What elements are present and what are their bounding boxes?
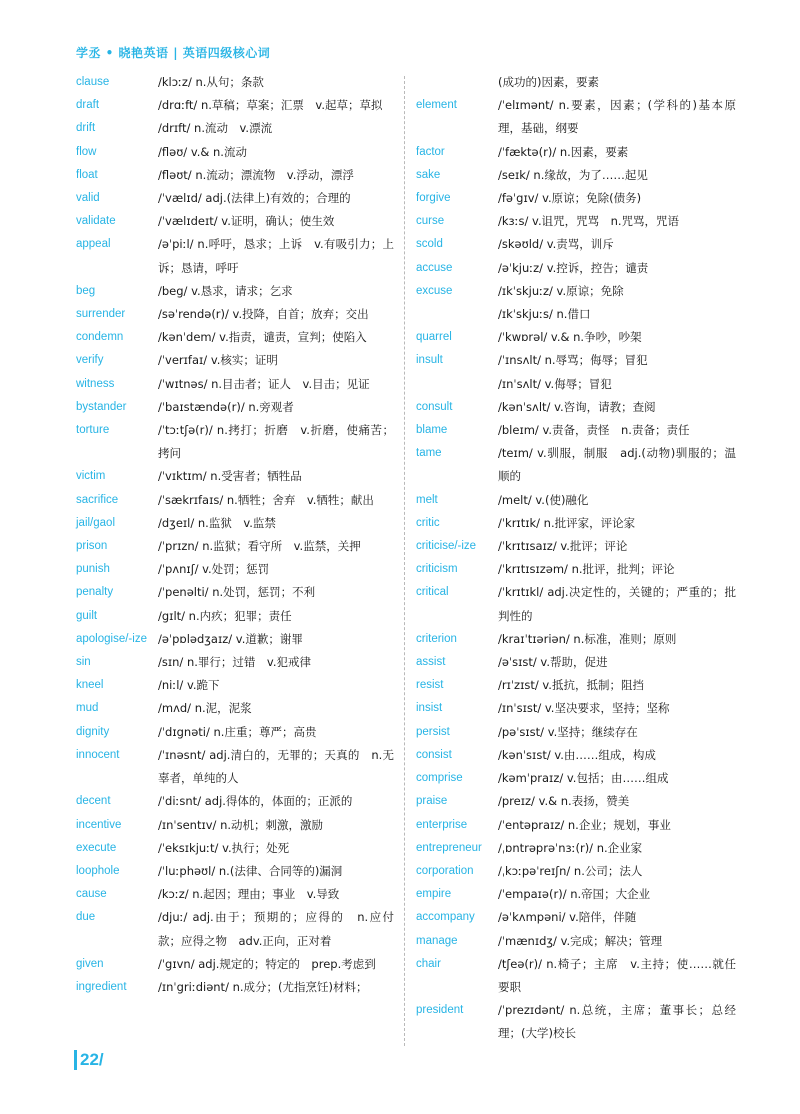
vocab-word: execute [76,841,117,854]
vocab-entry [76,210,394,233]
vocab-entry [416,581,736,627]
vocab-entry [416,442,736,488]
vocab-word: insist [416,702,443,715]
vocab-word: prison [76,540,108,553]
vocab-definition: /əˈkjuːz/ v.控诉，控告；谴责 [498,260,649,275]
vocab-word: president [416,1004,464,1017]
vocab-entry [416,674,736,697]
vocab-entry [76,71,394,94]
vocab-entry [416,953,736,999]
vocab-word: sake [416,168,441,181]
vocab-entry [416,512,736,535]
vocab-word: empire [416,888,452,901]
vocab-entry [416,71,736,94]
vocab-definition: /teɪm/ v.驯服，制服 adj.(动物)驯服的；温顺的 [498,446,736,484]
vocab-entry [76,117,394,140]
vocab-word: victim [76,470,106,483]
vocab-entry [416,257,736,280]
vocab-entry [76,326,394,349]
vocab-word: comprise [416,772,463,785]
vocab-word: factor [416,145,445,158]
left-column [76,71,394,999]
vocab-definition: /bleɪm/ v.责备，责怪 n.责备；责任 [498,423,690,438]
vocab-definition: /ˈkrɪtɪk/ n.批评家，评论家 [498,515,636,530]
vocab-entry [76,883,394,906]
vocab-entry [76,697,394,720]
vocab-definition: (成功的)因素，要素 [498,75,599,89]
vocab-definition: /ɪkˈskjuːz/ v.原谅；免除 [498,283,624,298]
vocab-entry [76,419,394,465]
vocab-entry [416,303,736,326]
vocab-word: given [76,957,104,970]
column-divider [404,76,405,1046]
vocab-word: punish [76,563,110,576]
vocab-word: scold [416,238,443,251]
vocab-definition: /ˈprɪzn/ n.监狱；看守所 v.监禁，关押 [158,539,361,554]
vocab-entry [76,373,394,396]
vocab-entry [416,651,736,674]
vocab-entry [76,605,394,628]
vocab-definition: /mʌd/ n.泥，泥浆 [158,701,252,716]
vocab-entry [416,930,736,953]
vocab-word: forgive [416,192,451,205]
vocab-definition: /ˈtɔːtʃə(r)/ n.拷打；折磨 v.折磨，使痛苦；拷问 [158,423,394,461]
vocab-definition: /sɪn/ n.罪行；过错 v.犯戒律 [158,655,311,670]
vocab-entry [416,558,736,581]
vocab-entry [416,906,736,929]
vocab-entry [416,628,736,651]
vocab-word: draft [76,99,100,112]
vocab-definition: /kəmˈpraɪz/ v.包括；由……组成 [498,771,669,786]
vocab-entry [76,860,394,883]
vocab-definition: /ˈwɪtnəs/ n.目击者；证人 v.目击；见证 [158,376,370,391]
vocab-entry [76,535,394,558]
vocab-definition: /kənˈdem/ v.指责，谴责，宣判；使陷入 [158,330,367,345]
vocab-definition: /ˈvælɪdeɪt/ v.证明，确认；使生效 [158,214,335,229]
vocab-entry [76,164,394,187]
vocab-entry [76,489,394,512]
vocab-entry [416,326,736,349]
vocab-word: apologise/-ize [76,632,147,645]
vocab-definition: /ˈkrɪtɪsɪzəm/ n.批评，批判；评论 [498,562,675,577]
vocab-definition: /fəˈgɪv/ v.原谅；免除(债务) [498,191,642,206]
vocab-definition: /niːl/ v.跪下 [158,678,220,693]
vocab-definition: /ˈdɪgnəti/ n.庄重；尊严；高贵 [158,724,317,739]
vocab-word: entrepreneur [416,841,482,854]
vocab-entry [416,419,736,442]
vocab-definition: /ɪnˈgriːdiənt/ n.成分；(尤指烹饪)材料； [158,979,368,994]
vocab-entry [416,999,736,1045]
vocab-definition: /əˈkʌmpəni/ v.陪伴，伴随 [498,910,637,925]
vocab-word: decent [76,795,111,808]
vocab-entry [416,233,736,256]
vocab-entry [76,744,394,790]
vocab-entry [416,373,736,396]
vocab-word: tame [416,447,442,460]
vocab-word: assist [416,656,446,669]
vocab-definition: /səˈrendə(r)/ v.投降，自首；放弃；交出 [158,307,369,322]
vocab-definition: /ɪnˈsentɪv/ n.动机；刺激，激励 [158,817,324,832]
page-header: 学丞 • 晓艳英语 | 英语四级核心词 [76,46,271,60]
vocab-word: criterion [416,632,457,645]
vocab-definition: /ˈverɪfaɪ/ v.核实；证明 [158,353,278,368]
vocab-word: jail/gaol [76,516,115,529]
vocab-definition: /pəˈsɪst/ v.坚持；继续存在 [498,724,638,739]
vocab-definition: /melt/ v.(使)融化 [498,492,589,507]
vocab-definition: /djuː/ adj.由于；预期的；应得的 n.应付款；应得之物 adv.正向，正对着 [158,910,394,948]
vocab-entry [416,860,736,883]
vocab-definition: /ˈvælɪd/ adj.(法律上)有效的；合理的 [158,191,351,206]
vocab-entry [76,233,394,279]
vocab-entry [416,837,736,860]
vocab-definition: /əˈpiːl/ n.呼吁，恳求；上诉 v.有吸引力；上诉；恳请，呼吁 [158,237,394,275]
vocab-definition: /ɪkˈskjuːs/ n.借口 [498,307,591,322]
vocab-word: critic [416,516,440,529]
vocab-entry [76,674,394,697]
vocab-definition: /drɑːft/ n.草稿；草案；汇票 v.起草；草拟 [158,98,383,113]
vocab-entry [76,303,394,326]
vocab-word: due [76,911,96,924]
vocab-word: blame [416,424,448,437]
vocab-definition: /ˈgɪvn/ adj.规定的；特定的 prep.考虑到 [158,956,376,971]
vocab-entry [76,581,394,604]
vocab-definition: /ˈentəpraɪz/ n.企业；规划，事业 [498,817,671,832]
vocab-word: incentive [76,818,122,831]
vocab-definition: /ˈkwɒrəl/ v.& n.争吵，吵架 [498,330,642,345]
vocab-word: praise [416,795,448,808]
vocab-definition: /kənˈsɪst/ v.由……组成，构成 [498,747,656,762]
vocab-definition: /ˈkrɪtɪsaɪz/ v.批评；评论 [498,539,628,554]
vocab-entry [416,396,736,419]
vocab-definition: /rɪˈzɪst/ v.抵抗，抵制；阻挡 [498,678,644,693]
vocab-entry [76,976,394,999]
vocab-definition: /ˈkrɪtɪkl/ adj.决定性的，关键的；严重的；批判性的 [498,585,736,623]
vocab-definition: /beg/ v.恳求，请求；乞求 [158,283,293,298]
vocab-definition: /ˈdiːsnt/ adj.得体的，体面的；正派的 [158,794,353,809]
vocab-word: quarrel [416,331,452,344]
page-number: 22/ [74,1050,104,1070]
vocab-definition: /gɪlt/ n.内疚；犯罪；责任 [158,608,292,623]
vocab-word: condemn [76,331,124,344]
vocab-word: corporation [416,864,474,877]
vocab-word: mud [76,702,99,715]
vocab-entry [416,210,736,233]
vocab-entry [76,721,394,744]
vocab-word: ingredient [76,980,127,993]
vocab-entry [76,953,394,976]
vocab-entry [416,280,736,303]
vocab-word: enterprise [416,818,468,831]
vocab-definition: /dʒeɪl/ n.监狱 v.监禁 [158,515,276,530]
vocab-definition: /ˈeksɪkjuːt/ v.执行；处死 [158,840,290,855]
vocab-definition: /ɪnˈsɪst/ v.坚决要求，坚持；坚称 [498,701,670,716]
vocab-entry [76,280,394,303]
vocab-entry [76,94,394,117]
vocab-entry [76,465,394,488]
vocab-entry [76,396,394,419]
vocab-entry [76,651,394,674]
vocab-word: consist [416,748,452,761]
vocab-entry [416,814,736,837]
vocab-entry [416,94,736,140]
vocab-word: cause [76,888,107,901]
vocab-definition: /ˈɪnəsnt/ adj.清白的，无罪的；天真的 n.无辜者，单纯的人 [158,747,394,786]
vocab-word: consult [416,400,453,413]
vocab-word: torture [76,424,110,437]
vocab-word: valid [76,192,100,205]
vocab-entry [76,837,394,860]
vocab-word: appeal [76,238,111,251]
vocab-entry [76,814,394,837]
vocab-word: verify [76,354,104,367]
vocab-word: curse [416,215,445,228]
vocab-word: element [416,99,457,112]
vocab-word: guilt [76,609,98,622]
vocab-word: criticism [416,563,458,576]
vocab-entry [76,790,394,813]
vocab-entry [416,141,736,164]
vocab-word: insult [416,354,443,367]
vocab-definition: /ˈpenəlti/ n.处罚，惩罚；不利 [158,585,316,600]
vocab-entry [416,489,736,512]
vocab-definition: /ˈsækrɪfaɪs/ n.牺牲；舍弃 v.牺牲；献出 [158,492,374,507]
vocab-entry [416,721,736,744]
vocab-word: witness [76,377,115,390]
vocab-definition: /ˌkɔːpəˈreɪʃn/ n.公司；法人 [498,863,643,878]
vocab-word: dignity [76,725,110,738]
vocab-entry [416,697,736,720]
vocab-entry [76,628,394,651]
vocab-definition: /skəʊld/ v.责骂，训斥 [498,237,614,252]
vocab-definition: /preɪz/ v.& n.表扬，赞美 [498,794,630,809]
vocab-definition: /ˈfæktə(r)/ n.因素，要素 [498,144,629,159]
vocab-entry [416,187,736,210]
vocab-word: penalty [76,586,114,599]
vocab-definition: /ˈpʌnɪʃ/ v.处罚；惩罚 [158,562,270,577]
vocab-word: melt [416,493,438,506]
vocab-word: kneel [76,679,104,692]
vocab-word: chair [416,957,441,970]
vocab-entry [416,164,736,187]
vocab-definition: /ˈmænɪdʒ/ v.完成；解决；管理 [498,933,663,948]
vocab-word: resist [416,679,444,692]
vocab-word: clause [76,76,110,88]
vocab-word: criticise/-ize [416,540,477,553]
vocab-definition: /klɔːz/ n.从句；条款 [158,75,264,89]
vocab-entry [76,512,394,535]
vocab-definition: /kɜːs/ v.诅咒，咒骂 n.咒骂，咒语 [498,214,680,229]
vocab-word: float [76,168,98,181]
vocab-word: manage [416,934,458,947]
vocab-word: accompany [416,911,475,924]
vocab-word: excuse [416,284,453,297]
vocab-definition: /fləʊ/ v.& n.流动 [158,144,247,159]
vocab-word: sacrifice [76,493,119,506]
vocab-entry [76,558,394,581]
vocab-definition: /kənˈsʌlt/ v.咨询，请教；查阅 [498,399,656,414]
vocab-definition: /ˈprezɪdənt/ n.总统，主席；董事长；总经理；(大学)校长 [498,1003,736,1041]
vocab-definition: /əˈsɪst/ v.帮助，促进 [498,655,608,670]
vocab-entry [416,535,736,558]
vocab-word: validate [76,215,116,228]
vocab-word: drift [76,122,96,135]
vocab-definition: /ɪnˈsʌlt/ v.侮辱；冒犯 [498,376,612,391]
vocab-entry [416,883,736,906]
vocab-definition: /seɪk/ n.缘故，为了……起见 [498,167,648,182]
vocab-definition: /drɪft/ n.流动 v.漂流 [158,121,273,136]
vocab-definition: /ˈempaɪə(r)/ n.帝国；大企业 [498,887,651,902]
right-column [416,71,736,1046]
vocab-entry [76,349,394,372]
vocab-definition: /fləʊt/ n.流动；漂流物 v.浮动，漂浮 [158,167,354,182]
vocab-entry [76,141,394,164]
vocab-word: surrender [76,308,126,321]
vocab-entry [416,767,736,790]
vocab-word: persist [416,725,450,738]
vocab-entry [76,187,394,210]
vocab-definition: /ˈvɪktɪm/ n.受害者；牺牲品 [158,469,302,484]
vocab-word: innocent [76,748,120,761]
vocab-entry [76,906,394,952]
vocab-definition: /tʃeə(r)/ n.椅子；主席 v.主持；使……就任要职 [498,956,736,994]
vocab-entry [416,790,736,813]
vocab-word: sin [76,656,91,669]
vocab-word: beg [76,284,96,297]
vocab-definition: /ˈbaɪstændə(r)/ n.旁观者 [158,399,294,414]
vocab-entry [416,744,736,767]
vocab-word: critical [416,586,449,599]
vocab-word: loophole [76,864,120,877]
vocab-word: flow [76,145,97,158]
vocab-definition: /ˈelɪmənt/ n.要素，因素；(学科的)基本原理，基础，纲要 [498,98,736,136]
vocab-definition: /kɔːz/ n.起因；理由；事业 v.导致 [158,887,340,902]
vocab-word: accuse [416,261,453,274]
vocab-definition: /kraɪˈtɪəriən/ n.标准，准则；原则 [498,631,677,646]
vocab-definition: /ˈluːphəʊl/ n.(法律、合同等的)漏洞 [158,863,343,878]
vocab-definition: /ˈɪnsʌlt/ n.辱骂；侮辱；冒犯 [498,353,648,368]
vocab-entry [416,349,736,372]
vocab-definition: /əˈpɒlədʒaɪz/ v.道歉；谢罪 [158,631,303,646]
vocab-definition: /ˌɒntrəprəˈnɜː(r)/ n.企业家 [498,840,643,855]
vocab-word: bystander [76,400,127,413]
